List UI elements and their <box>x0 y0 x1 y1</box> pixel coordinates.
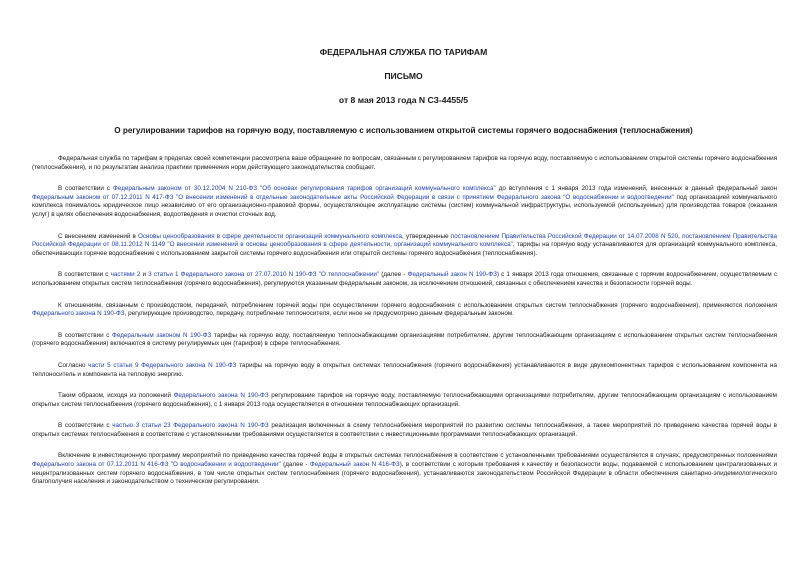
paragraph <box>32 155 777 172</box>
paragraph-text: , тарифы на горячую воду устанавливаются для организаций коммунального комплекса, обеспечивающих горячее водоснабжение с использованием закрытой системы горячего водоснабжения или открытой системы горячего водоснабжения (теплоснабжения). <box>32 241 777 257</box>
paragraph-text: тарифы на горячую воду в открытых системах теплоснабжения (горячего водоснабжения) устанавливаются в виде двухкомпонентных тарифов с использованием компонента на теплоноситель и компонента на тепловую энергию. <box>32 361 777 378</box>
legal-reference-link[interactable]: 3 статьи 1 Федерального закона от 27.07.2010 N 190-ФЗ "О теплоснабжении" <box>148 271 380 279</box>
paragraph-text: тарифы на горячую воду, поставляемую теплоснабжающими организациями потребителям, другим теплоснабжающим организациям с использованием открытых систем теплоснабжения (горячего водоснабжения) включаются в систему регулируемых цен (тарифов) в сфере теплоснабжения. <box>32 331 778 348</box>
paragraph-text: К отношениям, связанным с производством, передачей, потреблением горячей воды при осуществлении горячего водоснабжения с использованием открытых систем теплоснабжения (горячего водоснабжения), применяются положения <box>58 301 777 309</box>
legal-reference-link[interactable]: Федеральным законом от 07.12.2011 N 417-ФЗ "О внесении изменений в отдельные законодательные акты Российской Федерации в связи с принятием Федерального закона "О водоснабжении и водоотведении" <box>32 193 674 201</box>
paragraph-text: до вступления с 1 января 2013 года изменений, внесенных в данный федеральный закон <box>495 185 777 193</box>
legal-reference-link[interactable]: части 5 статьи 9 Федерального закона N 190-ФЗ <box>88 361 237 369</box>
paragraph-text: Таким образом, исходя из положений <box>58 392 174 400</box>
paragraph-text: ), в соответствии с которым требования к качеству и безопасности воды, подаваемой с использованием централизованных и нецентрализованных систем горячего водоснабжения, в том числе открытых систем теплоснабжения (горячего водоснабжения), устанавливаются законодательством Российской Федерации в области обеспечения санитарно-эпидемиологического благополучия населения и законодательством о техническом регулировании. <box>32 461 777 486</box>
paragraph-text: Согласно <box>58 361 89 369</box>
paragraph-text: , <box>678 232 683 240</box>
paragraph-text: , регулирующие производство, передачу, потребление теплоносителя, если иное не предусмотрено данным федеральным законом. <box>124 310 514 318</box>
legal-reference-link[interactable]: постановлением Правительства Российской Федерации от 08.11.2012 N 1149 "О внесении изменений в основы ценообразования в сфере деятельности, организаций коммунального комплекса" <box>32 232 778 249</box>
paragraph-text: Включение в инвестиционную программу мероприятий по приведению качества горячей воды в открытых системах теплоснабжения в соответствие с установленными требованиями осуществляется в случаях, предусмотренных положениями <box>58 452 777 460</box>
paragraph-text: Федеральная служба по тарифам в пределах своей компетенции рассмотрела ваше обращение по вопросам, связанным с регулированием тарифов на горячую воду, поставляемую с использованием открытой системы горячего водоснабжения (теплоснабжения), и по результатам анализа практики применения норм действующего законодательства сообщает. <box>32 155 777 171</box>
paragraph-text: В соответствии с <box>58 331 113 339</box>
issuing-organization: ФЕДЕРАЛЬНАЯ СЛУЖБА ПО ТАРИФАМ <box>319 47 488 57</box>
paragraph <box>32 362 777 379</box>
legal-reference-link[interactable]: Федеральный закон N 190-ФЗ <box>407 271 497 279</box>
paragraph <box>32 271 777 288</box>
document-title: О регулировании тарифов на горячую воду, поставляемую с использованием открытой системы горячего водоснабжения (теплоснабжения) <box>114 126 693 135</box>
document-body <box>32 155 777 500</box>
legal-reference-link[interactable]: Федеральный закон N 416-ФЗ <box>309 461 400 469</box>
document-date-number: от 8 мая 2013 года N СЗ-4455/5 <box>338 95 469 105</box>
paragraph-text: реализация включенных в схему теплоснабжения мероприятий по развитию системы теплоснабжения, а также мероприятий по приведению качества горячей воды в открытых системах теплоснабжения в соответствие с установленными требованиями осуществляется в соответствии с инвестиционными программами теплоснабжающих организаций. <box>32 422 778 438</box>
paragraph-text: и <box>140 271 149 279</box>
paragraph-text: ) с 1 января 2013 года отношения, связанные с горячим водоснабжением, осуществляемым с использованием открытых систем теплоснабжения (горячего водоснабжения), регулируются указанным федеральным законом, за исключением отношений, связанных с обеспечением качества и безопасности горячей воды. <box>32 271 777 287</box>
paragraph <box>32 452 777 486</box>
legal-reference-link[interactable]: Федерального закона N 190-ФЗ <box>173 392 269 400</box>
paragraph-text: регулирование тарифов на горячую воду, поставляемую теплоснабжающими организациями потребителям, другим теплоснабжающим организациям с использованием открытых систем теплоснабжения (горячего водоснабжения), с 1 января 2013 года осуществляется в отношении теплоснабжающих организаций. <box>32 392 777 408</box>
paragraph <box>32 392 777 409</box>
paragraph-text: С внесением изменений в <box>58 232 139 240</box>
paragraph-text: под организацией коммунального комплекса понималось юридическое лицо независимо от его организационно-правовой формы, осуществляющее эксплуатацию системы (систем) коммунальной инфраструктуры, используемой (используемых) для производства товаров (оказания услуг) в целях обеспечения водоснабжения, водоотведения и очистки сточных вод. <box>32 193 777 218</box>
paragraph <box>32 422 777 439</box>
paragraph-text: (далее - <box>379 271 408 279</box>
legal-reference-link[interactable]: Федеральным законом от 30.12.2004 N 210-ФЗ "Об основах регулирования тарифов организаций коммунального комплекса" <box>113 185 496 193</box>
paragraph <box>32 332 777 349</box>
paragraph <box>32 233 777 259</box>
document-type: ПИСЬМО <box>384 71 423 81</box>
legal-reference-link[interactable]: Основы ценообразования в сфере деятельности организаций коммунального комплекса <box>138 232 403 240</box>
paragraph <box>32 185 777 219</box>
legal-reference-link[interactable]: частями 2 <box>110 271 141 279</box>
paragraph-text: (далее - <box>280 461 310 469</box>
legal-reference-link[interactable]: Федеральным законом N 190-ФЗ <box>112 331 212 339</box>
legal-reference-link[interactable]: Федерального закона от 07.12.2011 N 416-ФЗ "О водоснабжении и водоотведении" <box>32 461 281 469</box>
legal-reference-link[interactable]: Федерального закона N 190-ФЗ <box>32 310 125 318</box>
legal-reference-link[interactable]: постановлением Правительства Российской Федерации от 14.07.2008 N 520 <box>450 232 679 240</box>
paragraph-text: В соответствии с <box>58 422 113 430</box>
paragraph-text: , утвержденные <box>402 232 451 240</box>
paragraph-text: В соответствии с <box>58 185 114 193</box>
paragraph <box>32 302 777 319</box>
paragraph-text: В соответствии с <box>58 271 111 279</box>
legal-reference-link[interactable]: частью 3 статьи 23 Федерального закона N 190-ФЗ <box>112 422 269 430</box>
